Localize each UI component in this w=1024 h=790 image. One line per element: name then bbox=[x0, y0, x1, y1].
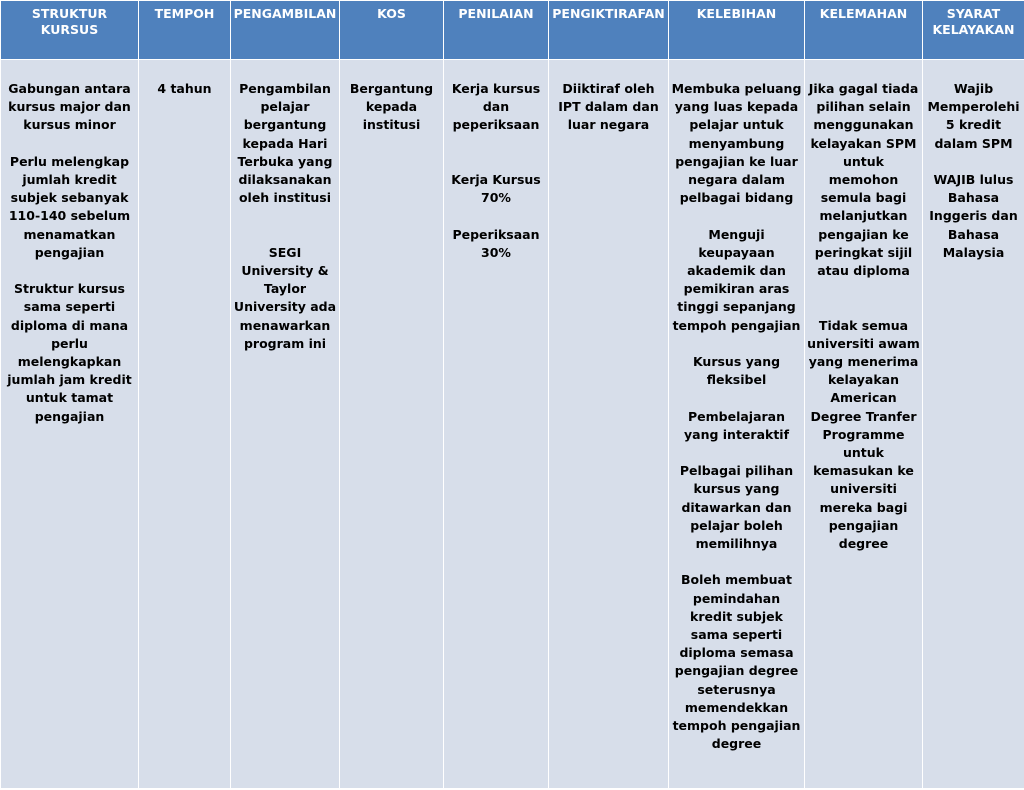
header-kelemahan: KELEMAHAN bbox=[805, 1, 923, 60]
header-kelebihan: KELEBIHAN bbox=[669, 1, 805, 60]
kelebihan-point: Menguji keupayaan akademik dan pemikiran aras tinggi sepanjang tempoh pengajian bbox=[672, 226, 801, 333]
cell-kelemahan bbox=[805, 60, 923, 789]
cell-kos bbox=[340, 60, 444, 789]
penilaian-point: Kerja Kursus 70% bbox=[451, 171, 541, 206]
kos-value: Bergantung kepada institusi bbox=[349, 81, 434, 133]
header-penilaian: PENILAIAN bbox=[444, 1, 549, 60]
header-tempoh: TEMPOH bbox=[139, 1, 231, 60]
tempoh-value: 4 tahun bbox=[157, 81, 212, 96]
header-pengiktirafan: PENGIKTIRAFAN bbox=[549, 1, 669, 60]
kelebihan-point: Pembelajaran yang interaktif bbox=[683, 408, 790, 442]
kelebihan-point: Boleh membuat pemindahan kredit subjek sama seperti diploma semasa pengajian degree seterusnya memendekkan tempoh pengajian degree bbox=[672, 572, 801, 752]
pengambilan-point: Pengambilan pelajar bergantung kepada Hari Terbuka yang dilaksanakan oleh institusi bbox=[237, 81, 333, 206]
syarat-kelayakan-point: WAJIB lulus Bahasa Inggeris dan Bahasa Malaysia bbox=[929, 172, 1018, 260]
pengiktirafan-value: Diiktiraf oleh IPT dalam dan luar negara bbox=[558, 81, 659, 133]
syarat-kelayakan-point: Wajib Memperolehi 5 kredit dalam SPM bbox=[927, 81, 1020, 151]
kelebihan-point: Kursus yang fleksibel bbox=[692, 354, 781, 388]
header-struktur-kursus: STRUKTUR KURSUS bbox=[1, 1, 139, 60]
header-kos: KOS bbox=[340, 1, 444, 60]
struktur-kursus-point: Struktur kursus sama seperti diploma di mana perlu melengkapkan jumlah jam kredit untuk tamat pengajian bbox=[7, 281, 132, 424]
kelemahan-point: Tidak semua universiti awam yang menerima kelayakan American Degree Tranfer Programme untuk kemasukan ke universiti mereka bagi pengajian degree bbox=[807, 317, 920, 552]
header-row bbox=[1, 1, 1024, 60]
cell-tempoh bbox=[139, 60, 231, 789]
cell-pengiktirafan bbox=[549, 60, 669, 789]
cell-struktur-kursus bbox=[1, 60, 139, 789]
cell-kelebihan bbox=[669, 60, 805, 789]
penilaian-point: Kerja kursus dan peperiksaan bbox=[451, 81, 541, 133]
kelebihan-point: Membuka peluang yang luas kepada pelajar untuk menyambung pengajian ke luar negara dalam pelbagai bidang bbox=[671, 81, 802, 206]
pengambilan-point: SEGI University & Taylor University ada menawarkan program ini bbox=[233, 244, 337, 351]
cell-penilaian bbox=[444, 60, 549, 789]
header-pengambilan: PENGAMBILAN bbox=[231, 1, 340, 60]
content-row bbox=[1, 60, 1024, 789]
struktur-kursus-point: Perlu melengkap jumlah kredit subjek sebanyak 110-140 sebelum menamatkan pengajian bbox=[8, 153, 131, 260]
cell-syarat-kelayakan bbox=[923, 60, 1024, 789]
penilaian-point: Peperiksaan 30% bbox=[452, 226, 540, 260]
kelemahan-point: Jika gagal tiada pilihan selain menggunakan kelayakan SPM untuk memohon semula bagi melanjutkan pengajian ke peringkat sijil atau diploma bbox=[808, 81, 919, 279]
kelebihan-point: Pelbagai pilihan kursus yang ditawarkan dan pelajar boleh memilihnya bbox=[679, 463, 794, 552]
cell-pengambilan bbox=[231, 60, 340, 789]
struktur-kursus-point: Gabungan antara kursus major dan kursus minor bbox=[8, 81, 131, 133]
header-syarat-kelayakan: SYARAT KELAYAKAN bbox=[923, 1, 1024, 60]
